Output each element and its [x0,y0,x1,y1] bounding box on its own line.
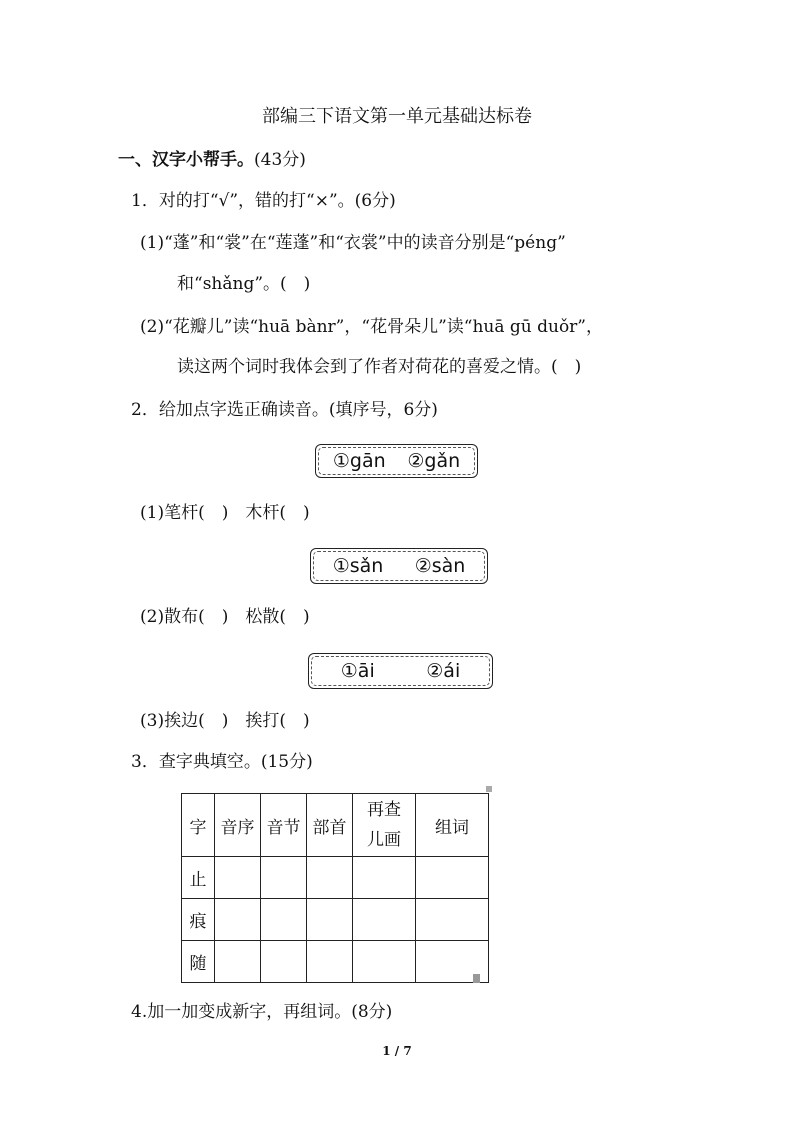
table-header-line: 再查 [367,800,401,820]
table-header-cell: 部首 [307,794,353,857]
question-1-item-2-line-2: 读这两个词时我体会到了作者对荷花的喜爱之情。( ) [177,357,582,377]
table-row-char: 止 [182,857,215,899]
table-row [182,941,489,983]
question-3-label: 3．查字典填空。(15分) [131,752,313,772]
section-heading [118,150,306,170]
page-title: 部编三下语文第一单元基础达标卷 [262,106,532,127]
pinyin-option: ②sàn [414,555,466,577]
table-cell-blank[interactable] [215,941,261,983]
table-cell-blank[interactable] [215,857,261,899]
pinyin-options-box-2 [310,548,488,584]
question-4-label: 4.加一加变成新字，再组词。(8分) [131,1002,393,1022]
table-cell-blank[interactable] [416,857,489,899]
pinyin-options-box-1 [315,444,478,478]
table-header-row [182,794,489,857]
table-cell-blank[interactable] [353,941,416,983]
pinyin-options-box-3 [308,653,493,689]
pinyin-option: ①āi [340,660,375,682]
question-1-item-1-line-1: (1)“蓬”和“裳”在“莲蓬”和“衣裳”中的读音分别是“péng” [140,233,566,253]
page-number: 1 / 7 [382,1044,412,1058]
question-2-label: 2．给加点字选正确读音。(填序号，6分) [131,400,438,420]
table-header-cell: 字 [182,794,215,857]
table-cell-blank[interactable] [261,941,307,983]
table-row-char: 痕 [182,899,215,941]
table-header-cell: 音序 [215,794,261,857]
dictionary-table [181,793,489,983]
table-cell-blank[interactable] [307,857,353,899]
section-heading-text: 一、汉字小帮手。 [118,150,254,170]
table-cell-blank[interactable] [261,899,307,941]
table-header-cell: 音节 [261,794,307,857]
pinyin-option: ②ái [426,660,461,682]
table-header-cell [353,794,416,857]
table-cell-blank[interactable] [353,857,416,899]
table-header-cell: 组词 [416,794,489,857]
pinyin-option: ②gǎn [407,450,461,472]
pinyin-option: ①gān [332,450,386,472]
question-2-line-1: (1)笔杆( ) 木杆( ) [140,503,310,523]
table-resize-handle-top [486,786,492,792]
question-1-label: 1．对的打“√”，错的打“×”。(6分) [131,191,396,211]
table-cell-blank[interactable] [353,899,416,941]
table-resize-handle[interactable] [473,974,480,983]
question-2-line-2: (2)散布( ) 松散( ) [140,607,310,627]
section-score: (43分) [254,150,306,170]
table-cell-blank[interactable] [261,857,307,899]
table-row [182,899,489,941]
pinyin-option: ①sǎn [332,555,384,577]
table-cell-blank[interactable] [416,899,489,941]
table-row-char: 随 [182,941,215,983]
question-1-item-2-line-1: (2)“花瓣儿”读“huā bànr”，“花骨朵儿”读“huā gū duǒr”， [140,317,604,337]
table-header-line: 儿画 [367,830,401,850]
table-cell-blank[interactable] [307,941,353,983]
question-1-item-1-line-2: 和“shǎng”。( ) [177,274,311,294]
table-cell-blank[interactable] [307,899,353,941]
table-cell-blank[interactable] [215,899,261,941]
table-row [182,857,489,899]
question-2-line-3: (3)挨边( ) 挨打( ) [140,711,310,731]
